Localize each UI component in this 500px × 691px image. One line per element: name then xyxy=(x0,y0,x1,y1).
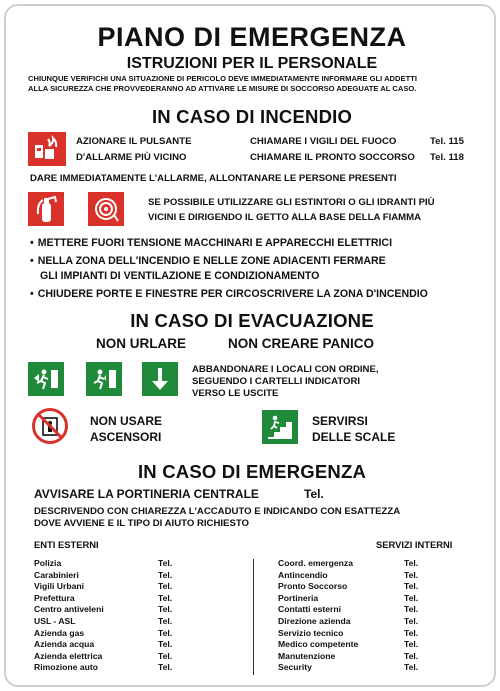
list-item: Security xyxy=(278,662,312,673)
emergency-exit-door-icon xyxy=(86,362,122,396)
tel-label: Tel. xyxy=(158,581,173,592)
tel-label: Tel. xyxy=(404,569,419,580)
list-item: Portineria xyxy=(278,592,319,603)
stairs-line-1: SERVIRSI xyxy=(312,414,368,428)
internal-tel-list xyxy=(404,558,418,674)
tel-label: Tel. xyxy=(404,558,419,568)
column-divider xyxy=(253,559,254,675)
internal-services-title: SERVIZI INTERNI xyxy=(376,539,453,550)
exit-line-2: SEGUENDO I CARTELLI INDICATORI xyxy=(192,376,361,387)
list-item: Azienda gas xyxy=(34,627,85,638)
tel-label: Tel. xyxy=(404,639,419,650)
tel-label: Tel. xyxy=(158,592,173,603)
reception-notice: AVVISARE LA PORTINERIA CENTRALE xyxy=(34,487,259,501)
describe-line-2: DOVE AVVIENE E IL TIPO DI AIUTO RICHIESTO xyxy=(34,518,250,529)
tel-label: Tel. xyxy=(158,650,173,661)
list-item: Medico competente xyxy=(278,639,359,650)
fire-bullet-3: • CHIUDERE PORTE E FINESTRE PER CIRCOSCRIVERE LA ZONA D'INCENDIO xyxy=(30,288,428,300)
list-item: Rimozione auto xyxy=(34,662,98,673)
emergency-exit-left-icon xyxy=(28,362,64,396)
tel-label: Tel. xyxy=(404,592,419,603)
emergency-stairs-icon xyxy=(262,410,298,444)
tel-label: Tel. xyxy=(404,627,419,638)
fire-extinguisher-icon xyxy=(28,192,64,226)
tel-label: Tel. xyxy=(404,581,419,592)
tel-label: Tel. xyxy=(158,662,173,673)
list-item: Servizio tecnico xyxy=(278,627,344,638)
fire-alert-text: DARE IMMEDIATAMENTE L'ALLARME, ALLONTANARE LE PERSONE PRESENTI xyxy=(30,173,397,184)
call-firefighters: CHIAMARE I VIGILI DEL FUOCO xyxy=(250,136,397,147)
tel-label: Tel. xyxy=(404,604,419,615)
emergency-exit-down-arrow-icon xyxy=(142,362,178,396)
list-item: Azienda acqua xyxy=(34,639,95,650)
tel-label: Tel. xyxy=(158,627,173,638)
intro-line-1: CHIUNQUE VERIFICHI UNA SITUAZIONE DI PERICOLO DEVE IMMEDIATAMENTE INFORMARE GLI ADDETTI xyxy=(28,74,417,83)
no-shout-text: NON URLARE xyxy=(96,336,186,351)
list-item: Coord. emergenza xyxy=(278,558,353,568)
fire-heading: IN CASO DI INCENDIO xyxy=(151,106,353,127)
page-title: PIANO DI EMERGENZA xyxy=(97,22,407,52)
intro-line-2: ALLA SICUREZZA CHE PROVVEDERANNO AD ATTIVARE LE MISURE DI SOCCORSO ADEGUATE AL CASO. xyxy=(28,84,417,93)
call-first-aid-tel: Tel. 118 xyxy=(430,152,464,163)
list-item: Direzione azienda xyxy=(278,615,351,626)
stairs-line-2: DELLE SCALE xyxy=(312,430,396,444)
reception-tel: Tel. xyxy=(304,487,324,501)
fire-bullet-1: • METTERE FUORI TENSIONE MACCHINARI E APPARECCHI ELETTRICI xyxy=(30,237,392,249)
fire-bullet-2-cont: GLI IMPIANTI DI VENTILAZIONE E CONDIZIONAMENTO xyxy=(40,270,320,282)
list-item: Antincendio xyxy=(278,569,328,580)
fire-alarm-button-icon xyxy=(28,132,66,166)
external-tel-list xyxy=(158,558,172,674)
list-item: Vigili Urbani xyxy=(34,581,84,592)
tel-label: Tel. xyxy=(404,615,419,626)
list-item: Azienda elettrica xyxy=(34,650,103,661)
emergency-heading: IN CASO DI EMERGENZA xyxy=(137,461,367,482)
list-item: Manutenzione xyxy=(278,650,336,661)
tel-label: Tel. xyxy=(404,662,419,673)
tel-label: Tel. xyxy=(158,639,173,650)
alarm-line-2: D'ALLARME PIÙ VICINO xyxy=(76,152,187,163)
fire-bullet-2: • NELLA ZONA DELL'INCENDIO E NELLE ZONE ADIACENTI FERMARE xyxy=(30,255,386,267)
exit-line-1: ABBANDONARE I LOCALI CON ORDINE, xyxy=(192,364,379,375)
tel-label: Tel. xyxy=(158,604,173,615)
fire-hose-reel-icon xyxy=(88,192,124,226)
tel-label: Tel. xyxy=(158,615,173,626)
call-first-aid: CHIAMARE IL PRONTO SOCCORSO xyxy=(250,152,415,163)
list-item: Centro antiveleni xyxy=(34,604,104,615)
no-elevator-line-1: NON USARE xyxy=(90,414,163,428)
alarm-line-1: AZIONARE IL PULSANTE xyxy=(76,136,192,147)
internal-services-list xyxy=(278,558,358,674)
external-services-list xyxy=(34,558,104,674)
describe-line-1: DESCRIVENDO CON CHIAREZZA L'ACCADUTO E INDICANDO CON ESATTEZZA xyxy=(34,506,401,517)
page-subtitle: ISTRUZIONI PER IL PERSONALE xyxy=(126,55,378,72)
list-item: Contatti esterni xyxy=(278,604,342,615)
no-elevator-icon xyxy=(32,408,68,444)
no-elevator-line-2: ASCENSORI xyxy=(90,430,162,444)
list-item: Prefettura xyxy=(34,592,75,603)
evacuation-heading: IN CASO DI EVACUAZIONE xyxy=(130,310,374,331)
list-item: USL - ASL xyxy=(34,615,76,626)
list-item: Polizia xyxy=(34,558,62,568)
tel-label: Tel. xyxy=(404,650,419,661)
call-firefighters-tel: Tel. 115 xyxy=(430,136,464,147)
exit-line-3: VERSO LE USCITE xyxy=(192,388,279,399)
list-item: Pronto Soccorso xyxy=(278,581,348,592)
emergency-plan-sign xyxy=(4,4,496,687)
external-services-title: ENTI ESTERNI xyxy=(34,539,99,550)
list-item: Carabinieri xyxy=(34,569,79,580)
tel-label: Tel. xyxy=(158,569,173,580)
extinguisher-line-2: VICINI E DIRIGENDO IL GETTO ALLA BASE DELLA FIAMMA xyxy=(148,212,422,223)
extinguisher-line-1: SE POSSIBILE UTILIZZARE GLI ESTINTORI O GLI IDRANTI PIÙ xyxy=(148,197,435,208)
tel-label: Tel. xyxy=(158,558,173,568)
no-panic-text: NON CREARE PANICO xyxy=(228,336,375,351)
